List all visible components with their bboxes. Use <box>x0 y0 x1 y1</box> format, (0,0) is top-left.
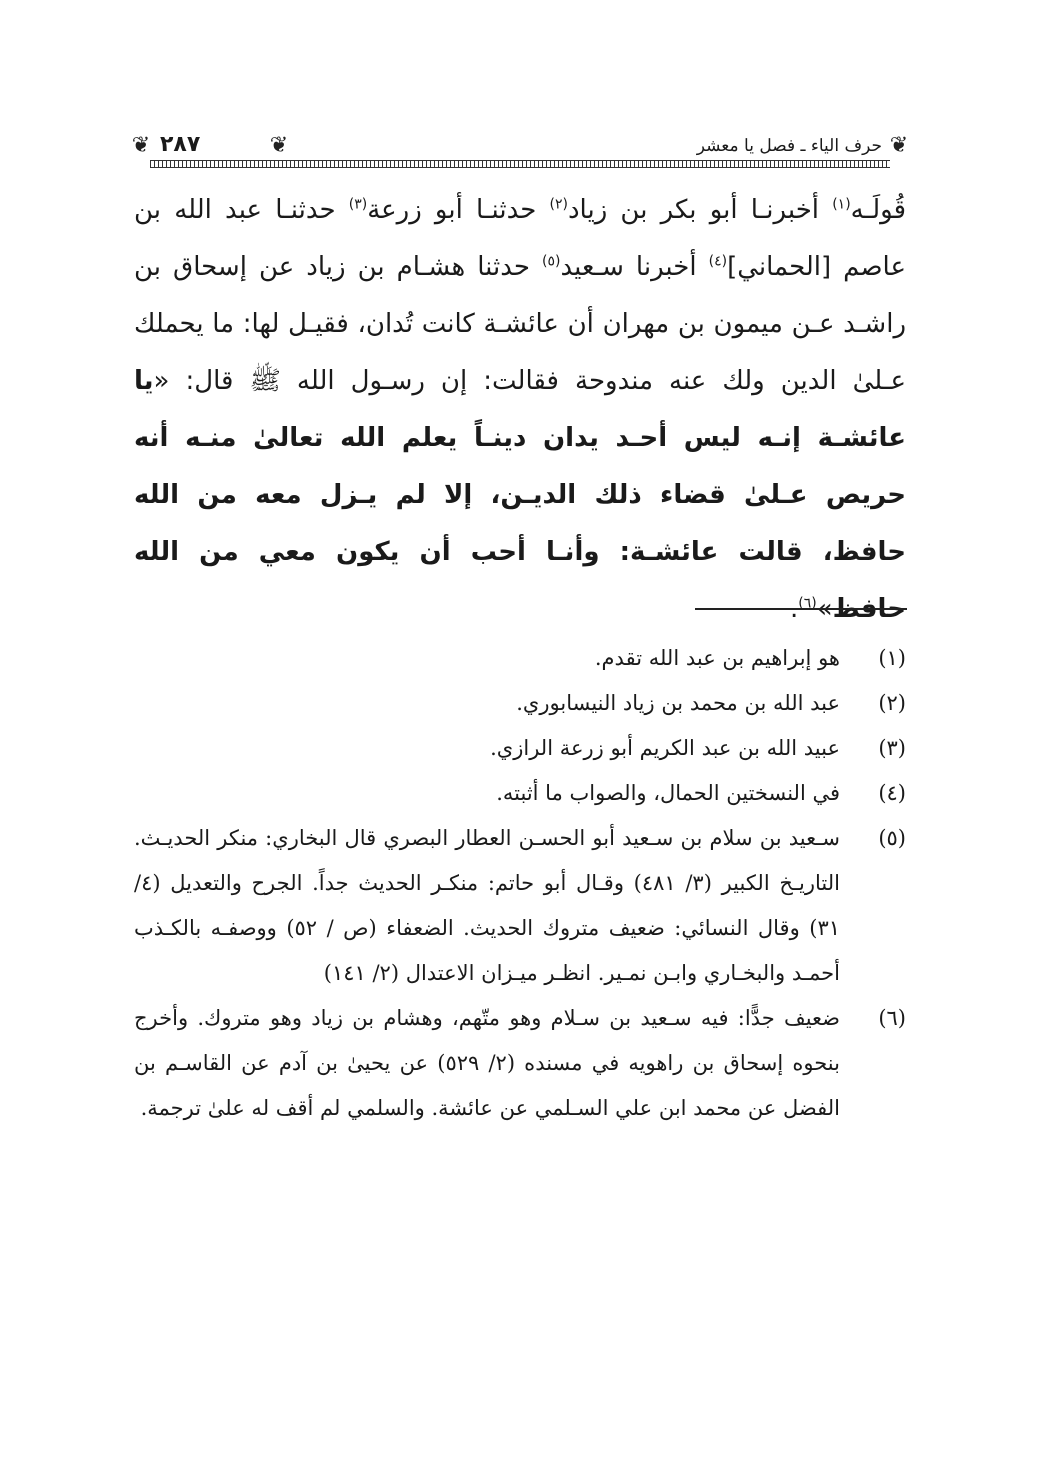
footnote-text: سـعيد بن سلام بن سـعيد أبو الحسـن العطار البصري قال البخاري: منكر الحديـث. التاريـخ الكبير (٣/ ٤٨١) وقـال أبو حاتم: منكـر الحديث جداً. الجرح والتعديل (٤/ ٣١) وقال النسائي: ضعيف متروك الحديث. الضعفاء (ص / ٥٢) ووصفـه بالكـذب أحمـد والبخـاري وابـن نمـير. انظـر ميـزان الاعتدال (٢/ ١٤١) <box>134 826 840 985</box>
page-header <box>130 130 910 170</box>
footnote-number: (١) <box>878 646 906 670</box>
footnote <box>134 726 906 771</box>
running-title: حرف الياء ـ فصل يا معشر <box>696 136 882 156</box>
footnote <box>134 636 906 681</box>
text-segment: » <box>816 594 833 624</box>
footnote-text: ضعيف جدًّا: فيه سـعيد بن سـلام وهو متّهم، وهشام بن زياد وهو متروك. وأخرج بنحوه إسحاق بن راهويه في مسنده (٢/ ٥٢٩) عن يحيىٰ بن آدم عن القاسـم بن الفضل عن محمد ابن علي السـلمي عن عائشة. والسلمي لم أقف له علىٰ ترجمة. <box>134 1006 840 1120</box>
footnote <box>134 771 906 816</box>
footnote-text: عبد الله بن محمد بن زياد النيسابوري. <box>516 691 840 715</box>
footnote-text: في النسختين الحمال، والصواب ما أثبته. <box>496 781 840 805</box>
text-segment: . <box>789 594 799 624</box>
footnote-number: (٤) <box>878 781 906 805</box>
footnote-number: (٣) <box>878 736 906 760</box>
footnotes-list <box>134 636 906 1131</box>
ornament-icon: ❦ <box>269 133 289 158</box>
page-number: ٢٨٧ <box>160 132 201 157</box>
footnote-number: (٦) <box>878 1006 906 1030</box>
text-segment: حدثنـا عبد الله بن عاصم [الحماني] <box>134 195 906 282</box>
text-segment: أخبرنـا أبو بكر بن زياد <box>567 195 833 225</box>
footnote-text: عبيد الله بن عبد الكريم أبو زرعة الرازي. <box>490 736 840 760</box>
text-segment: أخبرنا سـعيد <box>560 252 709 282</box>
footnote-ref: (٦) <box>798 595 817 612</box>
ornament-icon: ❦ <box>889 133 909 158</box>
hadith-text: يا عائشـة إنـه ليس أحـد يدان دينـاً يعلم الله تعالىٰ منـه أنه حريص عـلىٰ قضاء ذلك الديـن، إلا لم يـزل معه من الله حافظ، قالت عائشـة: وأنـا أحب أن يكون معي من الله حافظ <box>134 366 906 624</box>
text-segment: حدثنا هشـام بن زياد عن إسحاق بن راشـد عـن ميمون بن مهران أن عائشـة كانت تُدان، فقيـل لها: ما يحملك عـلىٰ الدين ولك عنه مندوحة فقالت: إن رسـول الله ﷺ قال: « <box>134 252 906 396</box>
main-text <box>134 182 906 638</box>
footnote <box>134 996 906 1131</box>
header-rule <box>150 160 890 168</box>
text-segment: حدثنـا أبو زرعة <box>367 195 550 225</box>
ornament-icon: ❦ <box>131 133 151 158</box>
footnote-ref: (٣) <box>348 196 368 213</box>
footnote-separator <box>695 608 907 610</box>
footnote-ref: (٢) <box>549 196 568 213</box>
footnote-text: هو إبراهيم بن عبد الله تقدم. <box>594 646 840 670</box>
footnote-ref: (٤) <box>708 253 728 270</box>
footnote <box>134 681 906 726</box>
footnote-ref: (٥) <box>541 253 561 270</box>
footnote-number: (٥) <box>878 826 906 850</box>
footnote <box>134 816 906 996</box>
footnote-ref: (١) <box>832 196 851 213</box>
footnote-number: (٢) <box>878 691 906 715</box>
text-segment: قُولَـه <box>850 195 906 225</box>
